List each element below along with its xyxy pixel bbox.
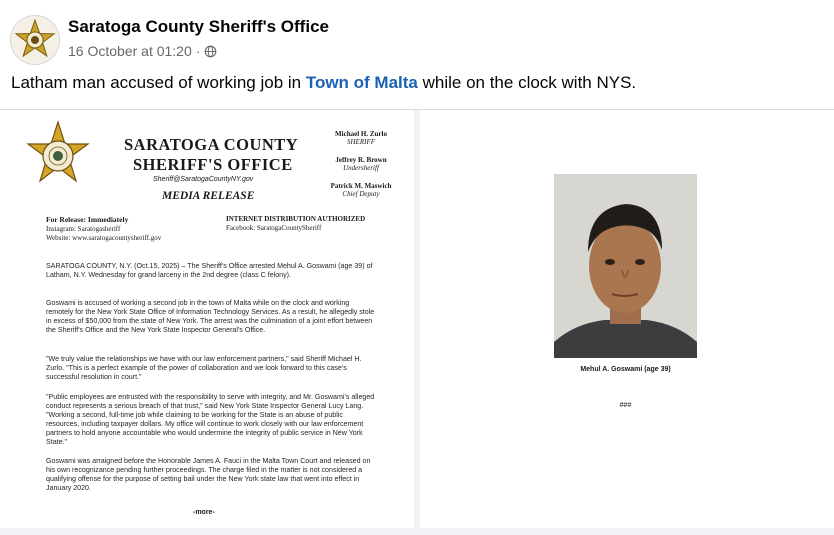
release-paragraph-4: "Public employees are entrusted with the responsibility to serve with integrity, and Mr. Goswami's alleged conduct represents a serious breach of that trust," said New York State Inspector General Lucy Lang. "Working a second, full-time job while claiming to be working for the State is an abuse of public resources, including taxpayer dollars. My office will continue to work closely with our law enforcement partners to hold anyone accountable who would undermine the integrity of public service in New York State." bbox=[46, 393, 375, 446]
instagram-handle: Instagram: Saratogasheriff bbox=[46, 225, 121, 233]
post-meta bbox=[68, 43, 217, 59]
bottom-separator bbox=[0, 528, 834, 535]
distribution-info bbox=[226, 215, 365, 233]
officer-role: SHERIFF bbox=[347, 138, 375, 146]
officer-role: Chief Deputy bbox=[342, 190, 380, 198]
person-portrait-icon bbox=[554, 174, 697, 358]
caption-link-town-of-malta[interactable]: Town of Malta bbox=[305, 73, 418, 92]
officer-undersheriff bbox=[311, 156, 411, 172]
officer-name: Jeffrey R. Brown bbox=[335, 156, 387, 164]
end-marker: ### bbox=[619, 402, 632, 409]
release-info bbox=[46, 215, 161, 243]
press-release-page[interactable] bbox=[0, 110, 414, 528]
release-paragraph-1: SARATOGA COUNTY, N.Y. (Oct.15, 2025) – The Sheriff's Office arrested Mehul A. Goswami (age 39) of Latham, N.Y. Wednesday for grand larceny in the 2nd degree (class C felony). bbox=[46, 262, 373, 279]
post-timestamp[interactable]: 16 October at 01:20 bbox=[68, 43, 192, 59]
mugshot-caption: Mehul A. Goswami (age 39) bbox=[580, 366, 671, 373]
mugshot-photo bbox=[554, 174, 697, 358]
sheriff-seal-icon bbox=[22, 120, 94, 192]
officer-name: Patrick M. Maswich bbox=[330, 182, 392, 190]
page-avatar[interactable] bbox=[10, 15, 60, 65]
sheriff-email: Sheriff@SaratogaCountyNY.gov bbox=[153, 176, 254, 183]
sheriff-star-icon bbox=[11, 16, 59, 64]
more-marker: -more- bbox=[193, 509, 215, 516]
caption-text-before: Latham man accused of working job in bbox=[11, 73, 306, 92]
website-address: Website: www.saratogacountysheriff.gov bbox=[46, 234, 162, 242]
officer-role: Undersheriff bbox=[343, 164, 379, 172]
globe-icon[interactable] bbox=[204, 45, 217, 58]
officer-chief-deputy bbox=[311, 182, 411, 198]
release-paragraph-5: Goswami was arraigned before the Honorable James A. Fauci in the Malta Town Court and released on his own recognizance pending further proceedings. The charge filed in the matter is not considered a qualifying offense for the purpose of setting bail under the New York state law that went into effect in January 2020. bbox=[46, 457, 371, 492]
page-name[interactable]: Saratoga County Sheriff's Office bbox=[68, 17, 329, 36]
release-paragraph-3: "We truly value the relationships we have with our law enforcement partners," said Sheriff Michael H. Zurlo. "This is a perfect example of the power of collaboration and we look forward to this case's successful resolution in court." bbox=[46, 355, 362, 381]
facebook-handle: Facebook: SaratogaCountySheriff bbox=[226, 224, 322, 232]
release-label: For Release: Immediately bbox=[46, 215, 129, 224]
release-paragraph-2: Goswami is accused of working a second job in the town of Malta while on the clock and working remotely for the New York State Office of Information Technology Services. As a result, he allegedly stole in excess of $50,000 from the state of New York. The arrest was the culmination of a joint effort between the Sheriff's Office and the New York State Inspector General's Office. bbox=[46, 299, 375, 334]
officer-sheriff bbox=[311, 130, 411, 146]
media-release-heading: MEDIA RELEASE bbox=[162, 190, 255, 202]
post-header bbox=[0, 0, 834, 110]
officer-name: Michael H. Zurlo bbox=[335, 130, 387, 138]
caption-text-after: while on the clock with NYS. bbox=[417, 73, 637, 92]
internet-distribution: INTERNET DISTRIBUTION AUTHORIZED bbox=[226, 215, 366, 223]
org-name-line1: SARATOGA COUNTY bbox=[124, 135, 299, 154]
post-caption bbox=[11, 73, 636, 93]
mugshot-page[interactable] bbox=[420, 110, 834, 528]
org-name-line2: SHERIFF'S OFFICE bbox=[133, 155, 293, 174]
meta-separator: · bbox=[195, 43, 201, 59]
